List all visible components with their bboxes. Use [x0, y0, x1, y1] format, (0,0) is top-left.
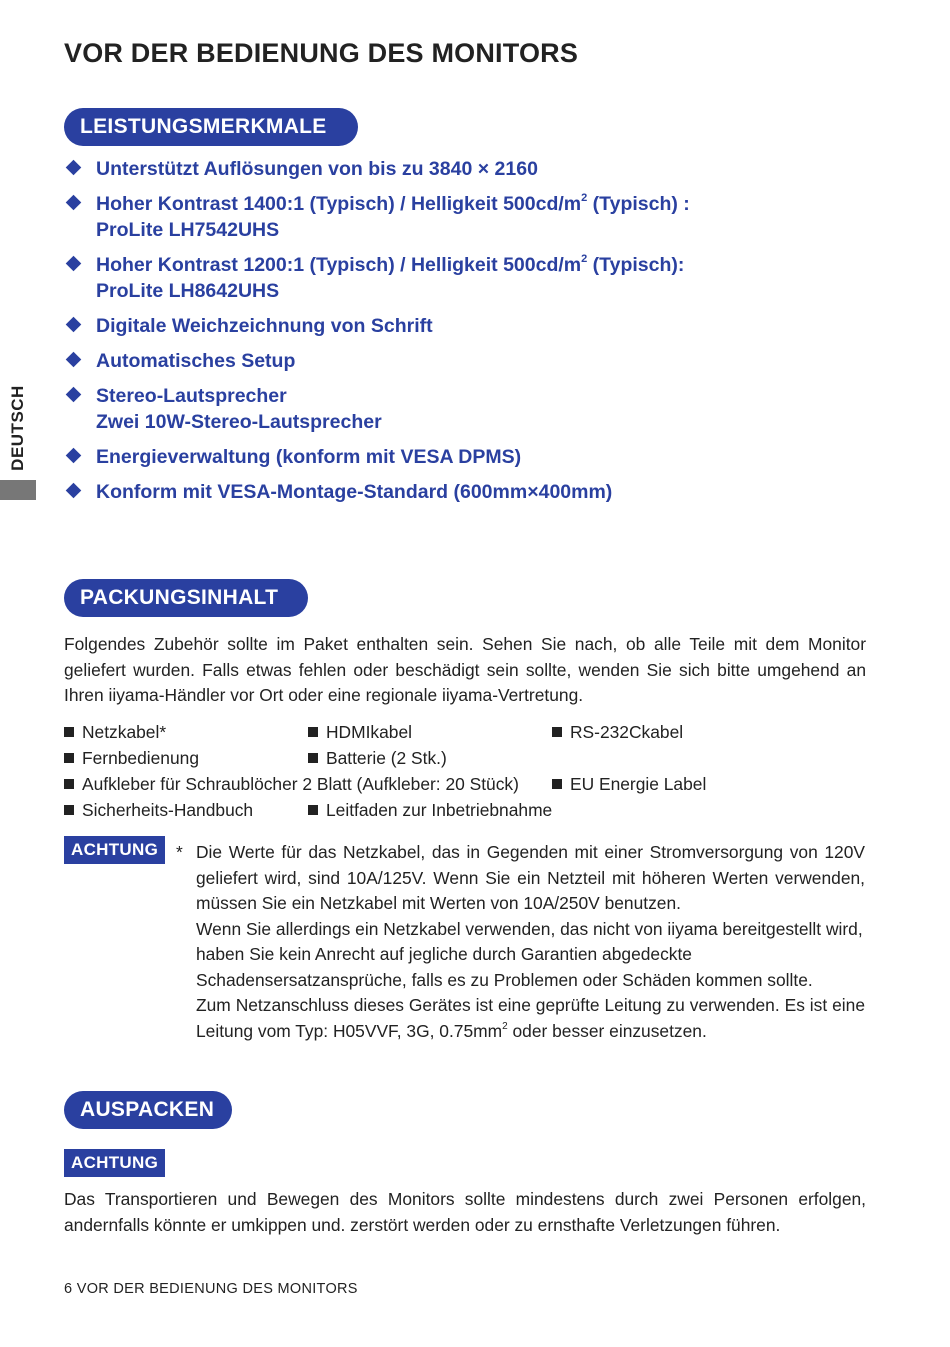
feature-text: Hoher Kontrast 1200:1 (Typisch) / Helligkeit $500cd/m^2$ (Typisch):: [96, 253, 685, 276]
feature-item: [64, 479, 884, 505]
package-item: Leitfaden zur Inbetriebnahme: [308, 798, 552, 823]
package-item: RS-232Ckabel: [552, 720, 683, 745]
square-bullet-icon: [552, 779, 562, 789]
diamond-bullet-icon: [66, 317, 82, 333]
feature-item: [64, 252, 884, 304]
features-list: [64, 156, 884, 514]
package-item: Netzkabel*: [64, 720, 166, 745]
package-item: Fernbedienung: [64, 746, 199, 771]
footer-title: VOR DER BEDIENUNG DES MONITORS: [76, 1281, 358, 1297]
features-heading: LEISTUNGSMERKMALE: [64, 108, 358, 146]
page-title: VOR DER BEDIENUNG DES MONITORS: [64, 38, 579, 68]
diamond-bullet-icon: [66, 195, 82, 211]
feature-item: [64, 383, 884, 435]
feature-item: [64, 156, 884, 182]
feature-text: Energieverwaltung (konform mit VESA DPMS): [96, 446, 522, 468]
package-item: EU Energie Label: [552, 772, 706, 797]
square-bullet-icon: [308, 805, 318, 815]
power-cable-note: [196, 840, 865, 1044]
square-bullet-icon: [64, 805, 74, 815]
feature-text: Hoher Kontrast 1400:1 (Typisch) / Helligkeit $500cd/m^2$ (Typisch) :: [96, 192, 690, 215]
square-bullet-icon: [308, 727, 318, 737]
diamond-bullet-icon: [66, 160, 82, 176]
footnote-marker: *: [176, 842, 183, 862]
square-bullet-icon: [552, 727, 562, 737]
diamond-bullet-icon: [66, 448, 82, 464]
package-contents-list: [64, 720, 884, 830]
package-item: HDMIkabel: [308, 720, 412, 745]
diamond-bullet-icon: [66, 352, 82, 368]
feature-text: Unterstützt Auflösungen von bis zu 3840 × 2160: [96, 158, 538, 180]
feature-text: Digitale Weichzeichnung von Schrift: [96, 315, 433, 337]
diamond-bullet-icon: [66, 483, 82, 499]
package-item: Aufkleber für Schraublöcher 2 Blatt (Aufkleber: 20 Stück): [64, 772, 519, 797]
page-footer: [64, 1281, 358, 1297]
feature-text: Stereo-Lautsprecher: [96, 385, 287, 407]
feature-subtext: Zwei 10W-Stereo-Lautsprecher: [96, 411, 382, 433]
feature-item: [64, 313, 884, 339]
package-item: Sicherheits-Handbuch: [64, 798, 253, 823]
diamond-bullet-icon: [66, 387, 82, 403]
warning-tag: ACHTUNG: [64, 1149, 165, 1177]
square-bullet-icon: [64, 753, 74, 763]
feature-item: [64, 191, 884, 243]
language-tab-marker: [0, 480, 36, 500]
unpack-text: Das Transportieren und Bewegen des Monitors sollte mindestens durch zwei Personen erfolgen, andernfalls könnte er umkippen und. zerstört werden oder zu ernsthafte Verletzungen führen.: [64, 1189, 866, 1235]
page-number: 6: [64, 1281, 73, 1297]
warning-tag: ACHTUNG: [64, 836, 165, 864]
diamond-bullet-icon: [66, 256, 82, 272]
language-tab-label: DEUTSCH: [8, 385, 28, 471]
note-paragraph: Die Werte für das Netzkabel, das in Gegenden mit einer Stromversorgung von 120V geliefert wird, sind 10A/125V. Wenn Sie ein Netzteil mit höheren Werten verwenden, müssen Sie ein Netzkabel mit Werten von 10A/250V benutzen.: [196, 842, 865, 913]
unpack-heading: AUSPACKEN: [64, 1091, 232, 1129]
feature-text: Automatisches Setup: [96, 350, 296, 372]
square-bullet-icon: [308, 753, 318, 763]
note-paragraph: Zum Netzanschluss dieses Gerätes ist eine geprüfte Leitung zu verwenden. Es ist eine Leitung vom Typ: H05VVF, 3G, $0.75mm^2$ oder besser einzusetzen.: [196, 995, 865, 1041]
feature-subtext: ProLite LH7542UHS: [96, 219, 280, 241]
square-bullet-icon: [64, 779, 74, 789]
language-side-tab: [0, 378, 36, 500]
feature-text: Konform mit VESA-Montage-Standard (600mm×400mm): [96, 481, 613, 503]
note-paragraph: Wenn Sie allerdings ein Netzkabel verwenden, das nicht von iiyama bereitgestellt wird, haben Sie kein Anrecht auf jegliche durch Garantien abgedeckte Schadensersatzansprüche, falls es zu Problemen oder Schäden kommen sollte.: [196, 918, 863, 990]
package-intro: Folgendes Zubehör sollte im Paket enthalten sein. Sehen Sie nach, ob alle Teile mit dem Monitor geliefert wurden. Falls etwas fehlen oder beschädigt sein sollte, wenden Sie sich bitte umgehend an Ihren iiyama-Händler vor Ort oder eine regionale iiyama-Vertretung.: [64, 634, 866, 705]
square-bullet-icon: [64, 727, 74, 737]
package-heading: PACKUNGSINHALT: [64, 579, 308, 617]
package-item: Batterie (2 Stk.): [308, 746, 447, 771]
feature-subtext: ProLite LH8642UHS: [96, 280, 280, 302]
feature-item: [64, 444, 884, 470]
feature-item: [64, 348, 884, 374]
